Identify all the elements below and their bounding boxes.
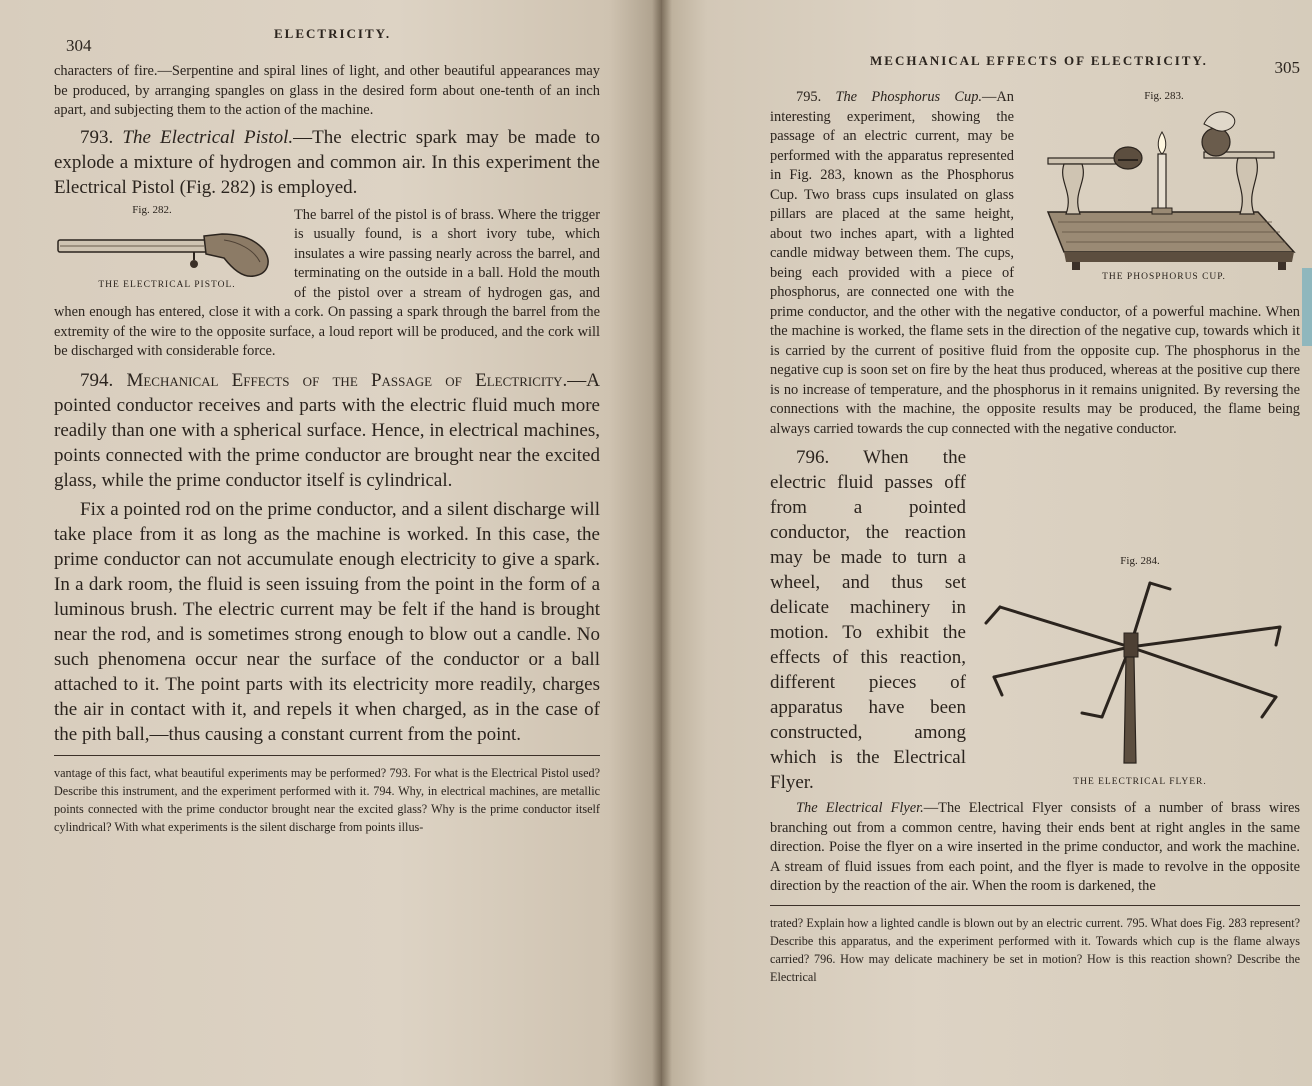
figure-282: [54, 204, 280, 290]
figure-283: [1028, 90, 1300, 282]
running-title-left: ELECTRICITY.: [274, 26, 392, 41]
para-title-793: The Electrical Pistol.: [122, 126, 294, 148]
para-title-794: Mechanical Effects of the Passage of Electricity.: [126, 369, 568, 391]
footnote-rule-left: [54, 755, 600, 756]
figure-283-label: Fig. 283.: [1144, 90, 1184, 102]
figure-284: [980, 555, 1300, 787]
paragraph-794-b: Fix a pointed rod on the prime conductor, and a silent discharge will take place from it as long as the machine is worked. In this case, the prime conductor can not accumulate enough electricity to give a spark. In a dark room, the fluid is seen issuing from the point in the form of a luminous brush. The electric current may be felt if the hand is brought near the rod, and is sometimes strong enough to blow out a candle. No such phenomena occur near the surface of the conductor or a ball attached to it. The point parts with its electricity more readily, charges the air in contact with it, and repels it when charged, as in the case of the pith ball,—thus causing a constant current from the point.: [54, 498, 600, 745]
para-number-793: 793.: [80, 126, 114, 148]
running-title-right: MECHANICAL EFFECTS OF ELECTRICITY.: [870, 53, 1208, 68]
questions-right: trated? Explain how a lighted candle is blown out by an electric current. 795. What does Fig. 283 represent? Describe this apparatus, and the experiment performed with it. Towards which cup is the flame always carried? 796. How may delicate machinery be set in motion? How is this reaction shown? Describe the Electrical: [770, 915, 1300, 984]
figure-284-label: Fig. 284.: [1120, 555, 1160, 567]
questions-left: vantage of this fact, what beautiful experiments may be performed? 793. For what is the Electrical Pistol used? Describe this instrument, and the experiment performed with it. 794. Why, in electrical machines, are metallic points connected with the prime conductor brought near the excited glass? Why is the prime conductor itself cylindrical? With what experiments is the silent discharge from points illus-: [54, 765, 600, 834]
para-text-794: —A pointed conductor receives and parts with the electric fluid much more readily than one with a spherical surface. Hence, in electrical machines, points connected with the prime conductor are brought near the excited glass, while the prime conductor itself is cylindrical.: [54, 369, 601, 491]
paragraph-flyer: [770, 799, 1300, 897]
para-title-795: The Phosphorus Cup.: [835, 89, 983, 105]
running-head-right: [770, 40, 1300, 77]
continued-paragraph: characters of fire.—Serpentine and spiral lines of light, and other beautiful appearances may be produced, by arranging spangles on glass in the desired form about one-tenth of an inch apart, and subjecting them to the action of the machine.: [54, 63, 600, 118]
paragraph-793-small: The barrel of the pistol is of brass. Where the trigger is usually found, is a short ivory tube, which insulates a wire passing nearly across the barrel, and terminating on the outside in a ball. Hold the mouth of the pistol over a stream of hydrogen gas, and when enough has entered, close it with a cork. On passing a spark through the barrel from the extremity of the wire to the opposite surface, a loud report will be produced, and the cork will be discharged with considerable force.: [54, 206, 600, 359]
para-text-flyer: —The Electrical Flyer consists of a number of brass wires branching out from a common centre, having their ends bent at right angles in the same direction. Poise the flyer on a wire inserted in the prime conductor, and work the machine. A stream of fluid issues from each point, and the flyer is made to revolve in the opposite direction by the reaction of the air. When the room is darkened, the: [770, 800, 1300, 894]
right-page: [662, 0, 1312, 1086]
bookmark-tab: [1302, 268, 1312, 346]
para-title-flyer: The Electrical Flyer.: [796, 800, 924, 816]
running-head-left: [54, 26, 600, 55]
footnote-rule-right: [770, 905, 1300, 906]
pistol-illustration: [54, 216, 280, 278]
paragraph-794: [54, 368, 600, 493]
book-gutter: [652, 0, 672, 1086]
figure-282-label: Fig. 282.: [132, 203, 172, 216]
para-number-795: 795.: [796, 89, 822, 105]
para-text-795: —An interesting experiment, showing the passage of an electric current, may be performed with the apparatus represented in Fig. 283, known as the Phosphorus Cup. Two brass cups insulated on glass pillars are placed at the same height, about two inches apart, with a lighted candle midway between them. The cups, being each provided with a piece of phosphorus, are connected one with the prime conductor, and the other with the negative conductor, of a powerful machine. When the machine is worked, the flame sets in the direction of the negative cup, towards which it is carried by the current of positive fluid from the opposite cup. The phosphorus in the negative cup is soon set on fire by the heat thus produced, whereas at the positive cup there is no increase of temperature, and the phosphorus in it remains unignited. By reversing the connections with the machine, the opposite results may be produced, the flame being always carried towards the cup connected with the negative conductor.: [770, 89, 1300, 437]
paragraph-793: [54, 125, 600, 200]
figure-284-caption: THE ELECTRICAL FLYER.: [1073, 777, 1207, 787]
para-number-794: 794.: [80, 369, 114, 391]
figure-282-caption: THE ELECTRICAL PISTOL.: [98, 279, 236, 290]
page-number-left: 304: [66, 36, 92, 55]
figure-283-caption: THE PHOSPHORUS CUP.: [1102, 272, 1226, 282]
para-text-793: —The electric spark may be made to explode a mixture of hydrogen and common air. In this experiment the Electrical Pistol (Fig. 282) is employed.: [54, 126, 600, 198]
electrical-flyer-illustration: [980, 567, 1300, 777]
page-number-right: 305: [1274, 58, 1300, 77]
phosphorus-cup-illustration: [1028, 102, 1300, 272]
para-number-796: 796.: [796, 447, 830, 468]
para-text-796: When the electric fluid passes off from a pointed conductor, the reaction may be made to turn a wheel, and thus set delicate machinery in motion. To exhibit the effects of this reaction, different pieces of apparatus have been constructed, among which is the Electrical Flyer.: [770, 447, 966, 793]
